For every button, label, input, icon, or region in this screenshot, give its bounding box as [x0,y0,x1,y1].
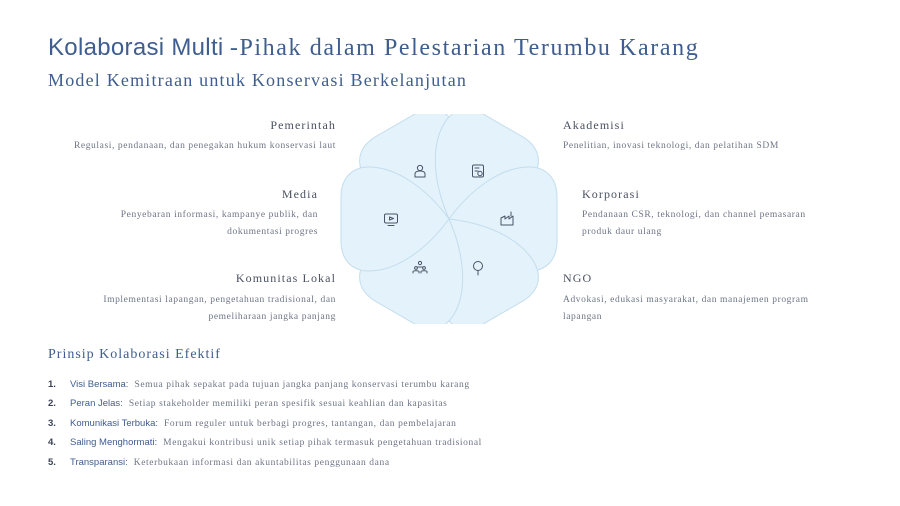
pemerintah-title: Pemerintah [270,118,336,132]
principle-number: 2. [48,398,56,410]
komunitas-desc-line-2: pemeliharaan jangka panjang [208,312,336,322]
korporasi-title: Korporasi [582,187,640,201]
komunitas-title: Komunitas Lokal [235,271,336,285]
akademisi-title: Akademisi [563,118,625,132]
principle-label: Visi Bersama: [70,379,129,390]
principle-text: Semua pihak sepakat pada tujuan jangka panjang konservasi terumbu karang [134,380,470,390]
principle-number: 3. [48,417,56,429]
principle-text: Keterbukaan informasi dan akuntabilitas penggunaan dana [133,457,390,468]
page-subtitle: Model Kemitraan untuk Konservasi Berkelanjutan [48,70,468,90]
principle-item [48,398,768,417]
ngo-desc [563,292,863,326]
principle-item [48,418,768,437]
principle-item [48,379,768,398]
principle-number: 1. [48,379,56,390]
principle-item [48,437,768,456]
flower-diagram [336,114,562,324]
ngo-desc-line-1: Advokasi, edukasi masyarakat, dan manajemen program [563,295,809,305]
principle-number: 4. [48,437,56,449]
komunitas-desc-line-1: Implementasi lapangan, pengetahuan tradisional, dan [103,295,336,305]
korporasi-desc-line-2: produk daur ulang [582,227,662,237]
media-desc-line-1: Penyebaran informasi, kampanye publik, dan [120,210,318,220]
ngo-title: NGO [563,271,593,285]
principle-number: 5. [48,456,56,468]
page-title [48,34,699,62]
principle-label: Peran Jelas: [70,398,123,410]
komunitas-desc [36,292,336,326]
principle-item [48,457,768,476]
media-desc-line-2: dokumentasi progres [227,227,318,237]
korporasi-desc [582,207,862,241]
media-title: Media [281,187,318,201]
title-part-1: Kolaborasi Multi [48,34,224,61]
principle-text: Forum reguler untuk berbagi progres, tantangan, dan pembelajaran [164,418,457,429]
media-desc [18,207,318,241]
principle-label: Transparansi: [70,456,128,468]
principle-text: Mengakui kontribusi unik setiap pihak termasuk pengetahuan tradisional [163,438,482,449]
principle-label: Saling Menghormati: [70,437,158,449]
pemerintah-desc: Regulasi, pendanaan, dan penegakan hukum konservasi laut [73,141,336,151]
principles-list [48,379,768,476]
principles-title: Prinsip Kolaborasi Efektif [48,347,221,362]
ngo-desc-line-2: lapangan [563,312,603,322]
korporasi-desc-line-1: Pendanaan CSR, teknologi, dan channel pemasaran [582,210,806,220]
akademisi-desc: Penelitian, inovasi teknologi, dan pelatihan SDM [563,141,779,151]
principle-text: Setiap stakeholder memiliki peran spesifik sesuai keahlian dan kapasitas [128,399,448,410]
principle-label: Komunikasi Terbuka: [70,417,159,429]
title-part-2: -Pihak dalam Pelestarian Terumbu Karang [229,35,700,61]
